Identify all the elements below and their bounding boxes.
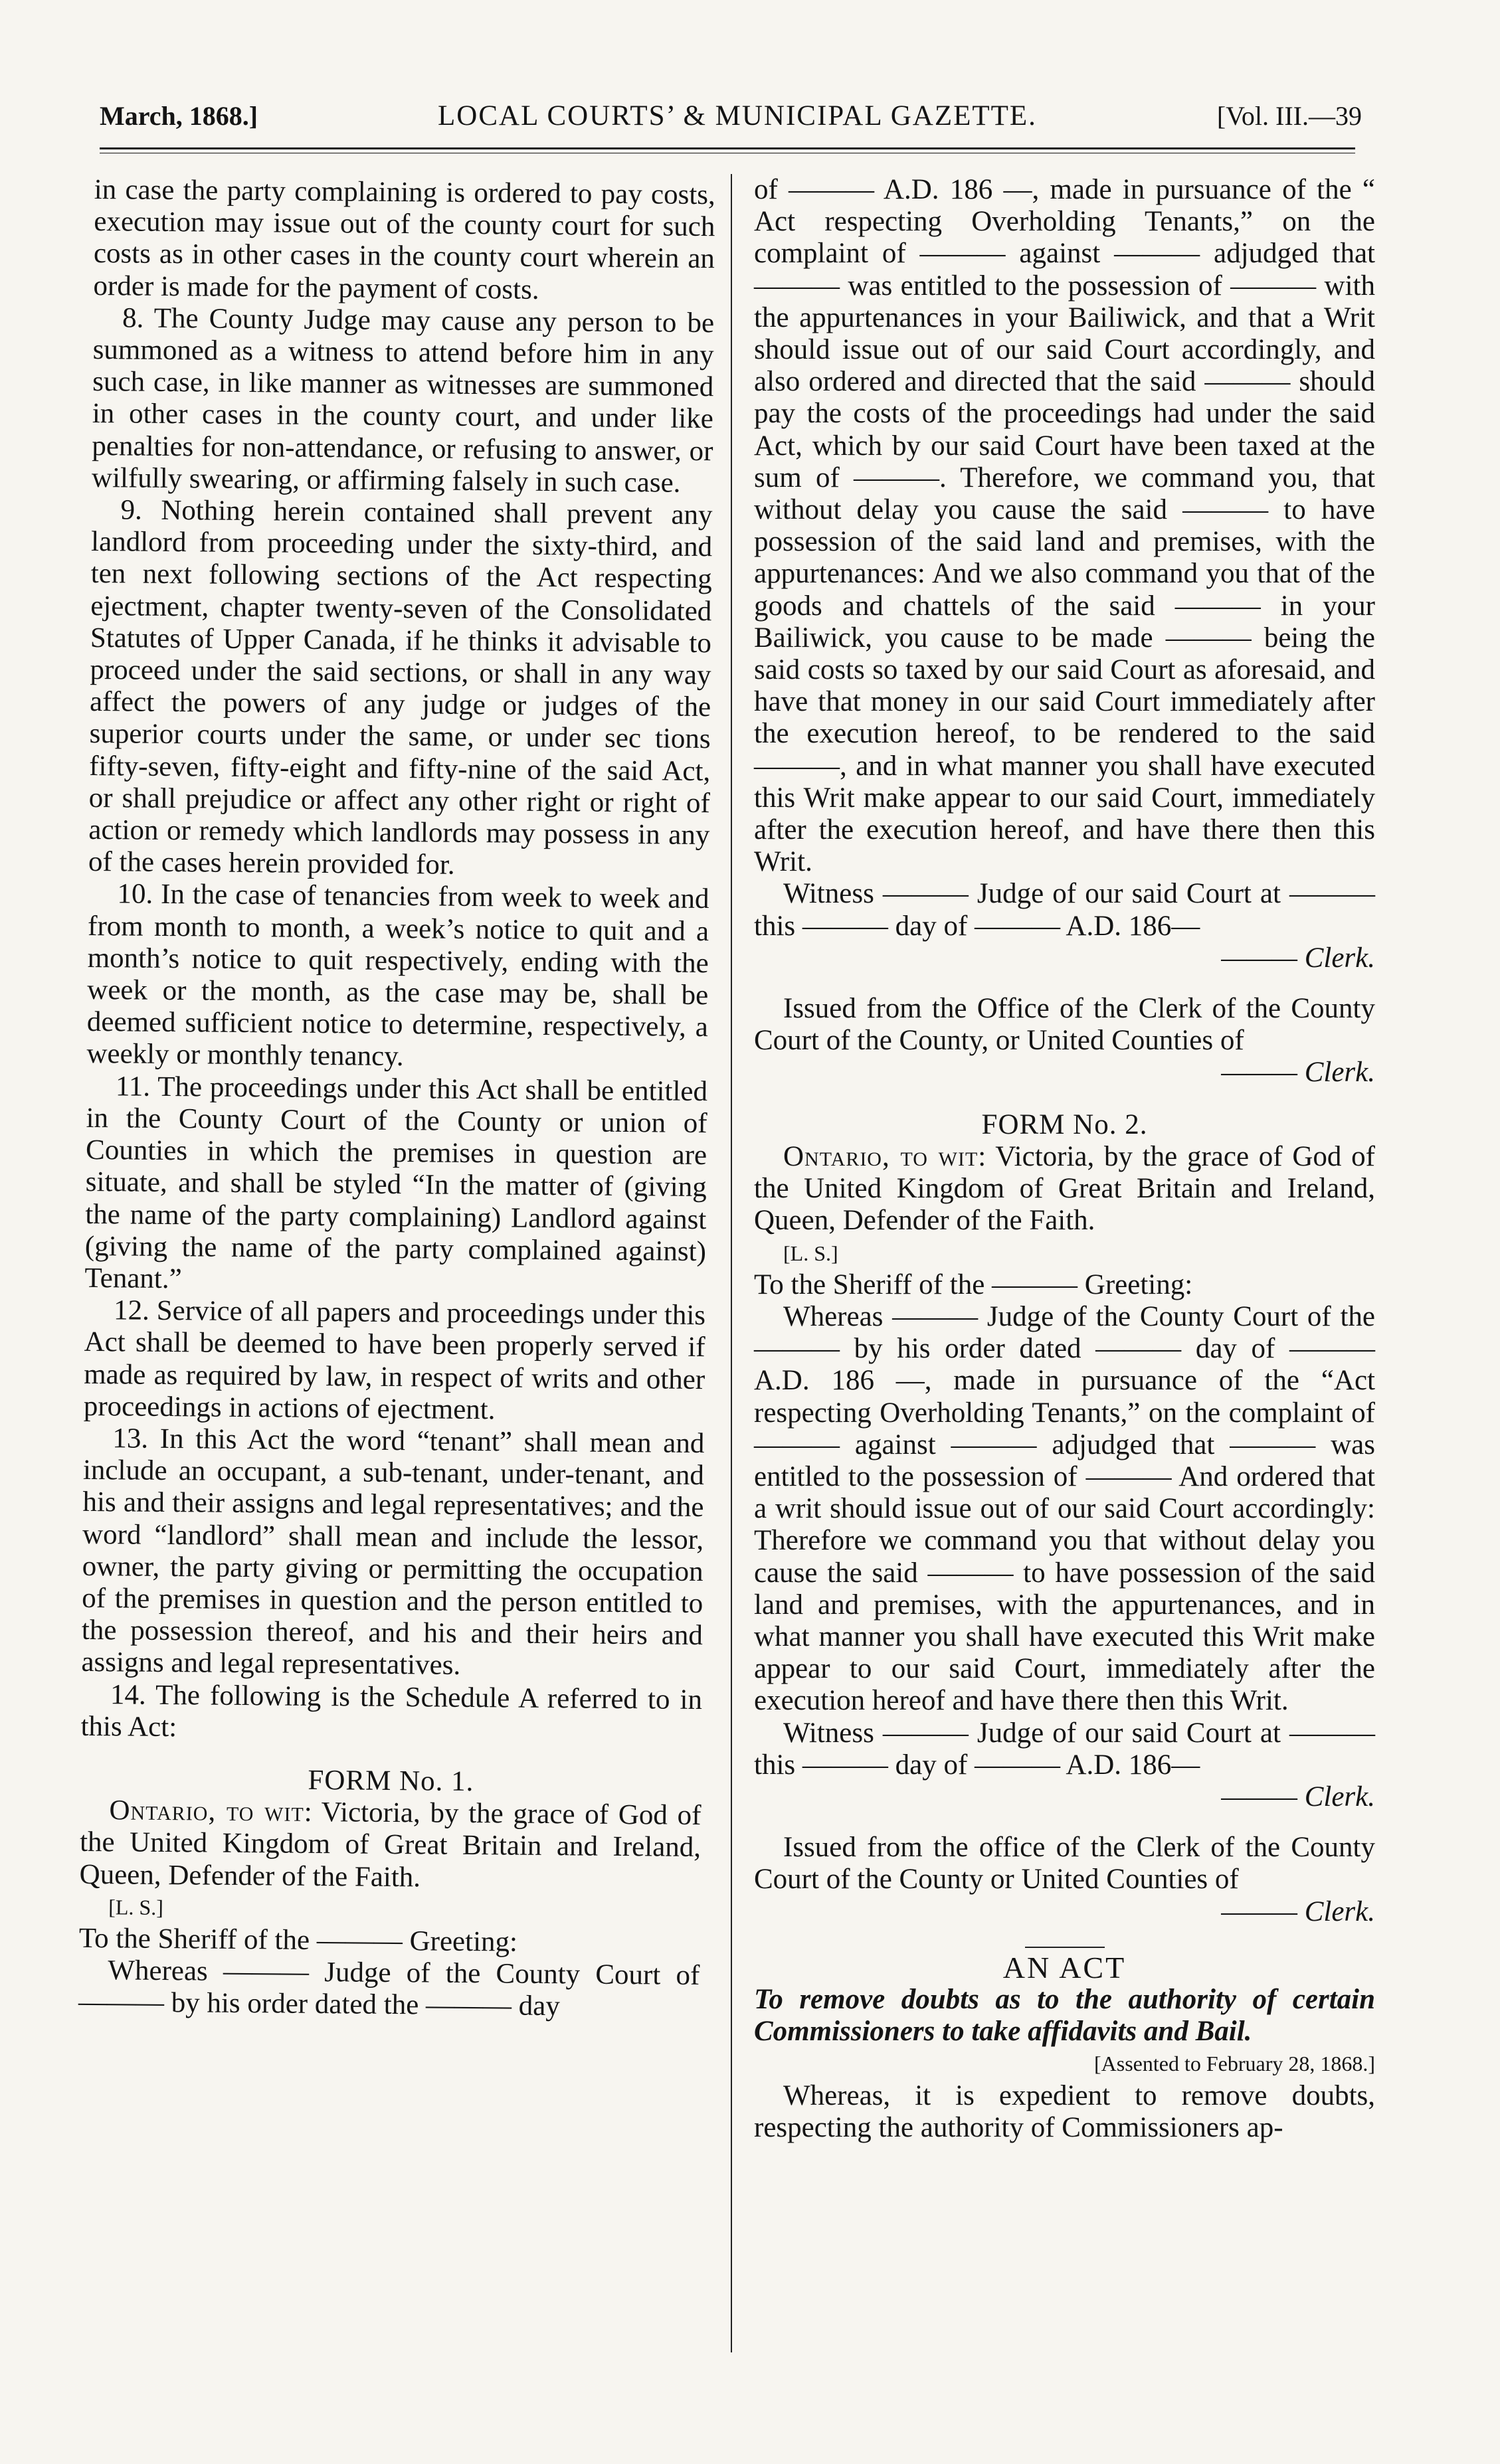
act-assent: [Assented to February 28, 1868.] — [1093, 2052, 1375, 2076]
section-13: 13. In this Act the word “tenant” shall mean and include an occupant, a sub-tenant, under-tenant, and his and their assigns and legal representatives; and the word “landlord” shall mean and include the lessor, owner, the party giving or permitting the occupation of the premises in question and the person entitled to the possession thereof, and his and their heirs and assigns and legal representatives. — [81, 1423, 705, 1682]
form-2-body: Whereas ——— Judge of the County Court of the ——— by his order dated ——— day of ——— A.D. 186 —, made in pursuance of the “Act respecting Overholding Tenants,” on the complaint of ——— against ——— adjudged that ——— was entitled to the possession of ——— And ordered that a writ should issue out of our said Court accordingly: Therefore we command you that without delay you cause the said ——— to have possession of the said land and premises, with the appurtenances, and in what manner you shall have executed this Writ make appear to our said Court, immediately after the execution hereof and have there then this Writ. — [754, 1300, 1375, 1717]
right-column — [754, 174, 1375, 2144]
form-2-clerk: ——— Clerk. — [1221, 1781, 1375, 1812]
header-volume: [Vol. III.—39 — [1216, 101, 1362, 131]
page-header — [100, 100, 1362, 146]
form-2-issued-clerk: ——— Clerk. — [1221, 1895, 1375, 1927]
form-1-seal: [L. S.] — [108, 1895, 164, 1919]
form-1-issued-clerk: ——— Clerk. — [1221, 1057, 1375, 1089]
act-title: AN ACT — [1002, 1950, 1127, 1984]
form-2-issued: Issued from the office of the Clerk of the County Court of the County or United Counties of — [754, 1832, 1375, 1895]
act-body: Whereas, it is expedient to remove doubts, respecting the authority of Commissioners ap- — [754, 2079, 1375, 2143]
section-11: 11. The proceedings under this Act shall be entitled in the County Court of the County or union of Counties in which the premises in question are situate, and shall be styled “In the matter of (giving the name of the party complaining) Landlord against (giving the name of the party complained against) Tenant.” — [84, 1071, 708, 1295]
form-2-sheriff: To the Sheriff of the ——— Greeting: — [754, 1269, 1193, 1300]
column-divider — [731, 174, 732, 2352]
form-1-title: FORM No. 1. — [308, 1764, 474, 1798]
header-date: March, 1868.] — [100, 101, 258, 131]
form-1-continued: of ——— A.D. 186 —, made in pursuance of the “ Act respecting Overholding Tenants,” on the complaint of ——— against ——— adjudged that ——— was entitled to the possession of ——— with the appurtenances in your Bailiwick, and that a Writ should issue out of our said Court accordingly, and also ordered and directed that the said ——— should pay the costs of the proceedings had under the said Act, which by our said Court have been taxed at the sum of ———. Therefore, we command you, that without delay you cause the said ——— to have possession of the said land and premises, with the appurtenances: And we also command you that of the goods and chattels of the said ——— in your Bailiwick, you cause to be made ——— being the said costs so taxed by our said Court as aforesaid, and have that money in our said Court immediately after the execution hereof, to be rendered to the said ———, and in what manner you shall have executed this Writ make appear to our said Court, immediately after the execution hereof, and have there then this Writ. — [754, 174, 1375, 878]
form-1-issued: Issued from the Office of the Clerk of the County Court of the County, or United Counties of — [754, 993, 1375, 1057]
form-1-sheriff: To the Sheriff of the ——— Greeting: — [78, 1922, 518, 1958]
section-8: 8. The County Judge may cause any person to be summoned as a witness to attend before him in any such case, in like manner as witnesses are summoned in other cases in the county court, and under like penalties for non-attendance, or refusing to answer, or wilfully swearing, or affirming falsely in such case. — [91, 302, 715, 499]
paragraph-7-continued: in case the party complaining is ordered to pay costs, execution may issue out of the county court for such costs as in other cases in the county court wherein an order is made for the payment of costs. — [93, 174, 715, 306]
form-1-clerk: ——— Clerk. — [1221, 942, 1375, 974]
header-title: LOCAL COURTS’ & MUNICIPAL GAZETTE. — [438, 100, 1037, 132]
section-rule — [1025, 1947, 1105, 1948]
section-14: 14. The following is the Schedule A referred to in this Act: — [80, 1678, 703, 1743]
form-1-whereas: Whereas ——— Judge of the County Court of ——— by his order dated the ——— day — [78, 1955, 700, 2022]
form-1-intro — [79, 1795, 701, 1896]
form-2-title: FORM No. 2. — [981, 1108, 1148, 1140]
header-rule — [100, 147, 1355, 149]
left-column — [78, 174, 715, 2024]
form-2-seal: [L. S.] — [783, 1241, 838, 1265]
form-2-ontario: Ontario, to wit — [783, 1140, 979, 1172]
act-subtitle: To remove doubts as to the authority of certain Commissioners to take affidavits and Bail. — [754, 1983, 1375, 2048]
section-12: 12. Service of all papers and proceedings under this Act shall be deemed to have been properly served if made as required by law, in respect of writs and other proceedings in actions of ejectment. — [83, 1294, 706, 1426]
form-2-intro — [754, 1141, 1375, 1237]
section-9: 9. Nothing herein contained shall prevent any landlord from proceeding under the sixty-third, and ten next following sections of the Act respecting ejectment, chapter twenty-seven of the Consolidated Statutes of Upper Canada, if he thinks it advisable to proceed under the said sections, or shall in any way affect the powers of any judge or judges of the superior courts under the same, or under sec tions fifty-seven, fifty-eight and fifty-nine of the said Act, or shall prejudice or affect any other right or right of action or remedy which landlords may possess in any of the cases herein provided for. — [88, 494, 713, 881]
form-2-witness: Witness ——— Judge of our said Court at ——— this ——— day of ——— A.D. 186— — [754, 1717, 1375, 1781]
section-10: 10. In the case of tenancies from week to week and from month to month, a week’s notice to quit and a month’s notice to quit respectively, ending with the week or the month, as the case may be, shall be deemed sufficient notice to determine, respectively, a weekly or monthly tenancy. — [86, 878, 709, 1073]
form-1-ontario: Ontario, to wit — [109, 1795, 304, 1828]
form-1-witness: Witness ——— Judge of our said Court at ——— this ——— day of ——— A.D. 186— — [754, 878, 1375, 942]
form-1-intro-text: : Victoria, by the grace of God of the United Kingdom of Great Britain and Ireland, Queen, Defender of the Faith. — [79, 1797, 702, 1893]
form-2-intro-text: : Victoria, by the grace of God of the United Kingdom of Great Britain and Ireland, Queen, Defender of the Faith. — [754, 1140, 1375, 1237]
